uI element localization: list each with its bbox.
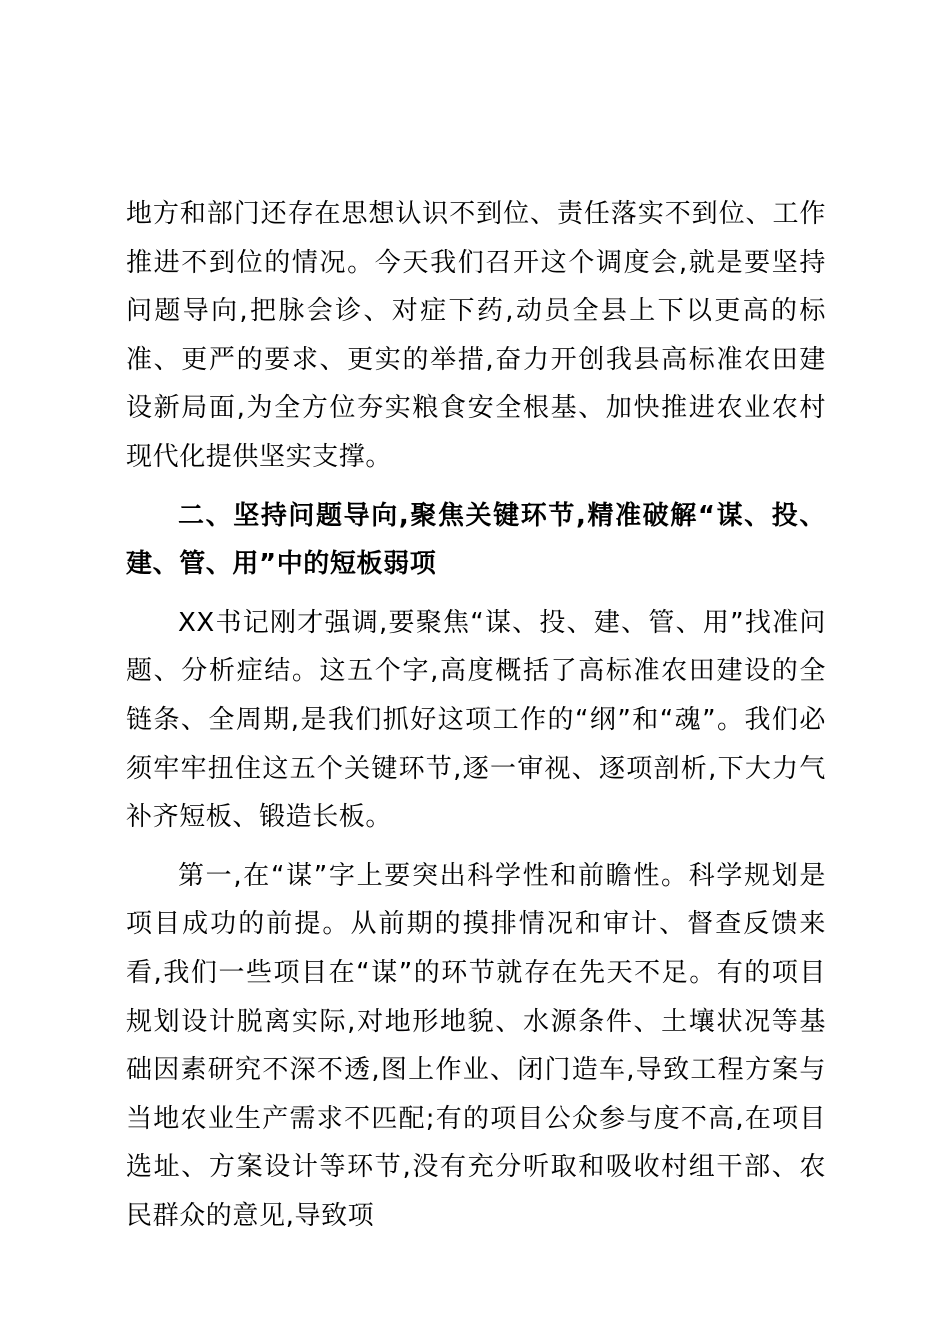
paragraph-gap <box>126 589 826 599</box>
paragraph-five-links: XX书记刚才强调,要聚焦“谋、投、建、管、用”找准问题、分析症结。这五个字,高度概括了高标准农田建设的全链条、全周期,是我们抓好这项工作的“纲”和“魂”。我们必须牢牢扭住这五个关键环节,逐一审视、逐项剖析,下大力气补齐短板、锻造长板。 <box>126 607 826 833</box>
paragraph-gap <box>126 482 826 492</box>
paragraph-first-planning: 第一,在“谋”字上要突出科学性和前瞻性。科学规划是项目成功的前提。从前期的摸排情况和审计、督查反馈来看,我们一些项目在“谋”的环节就存在先天不足。有的项目规划设计脱离实际,对地形地貌、水源条件、土壤状况等基础因素研究不深不透,图上作业、闭门造车,导致工程方案与当地农业生产需求不匹配;有的项目公众参与度不高,在项目选址、方案设计等环节,没有充分听取和吸收村组干部、农民群众的意见,导致项 <box>126 860 826 1231</box>
paragraph-intro-continuation: 地方和部门还存在思想认识不到位、责任落实不到位、工作推进不到位的情况。今天我们召开这个调度会,就是要坚持问题导向,把脉会诊、对症下药,动员全县上下以更高的标准、更严的要求、更实的举措,奋力开创我县高标准农田建设新局面,为全方位夯实粮食安全根基、加快推进农业农村现代化提供坚实支撑。 <box>126 199 826 472</box>
document-body <box>126 190 826 1240</box>
paragraph-gap <box>126 842 826 852</box>
section-heading-two: 二、坚持问题导向,聚焦关键环节,精准破解“谋、投、建、管、用”中的短板弱项 <box>126 500 826 580</box>
